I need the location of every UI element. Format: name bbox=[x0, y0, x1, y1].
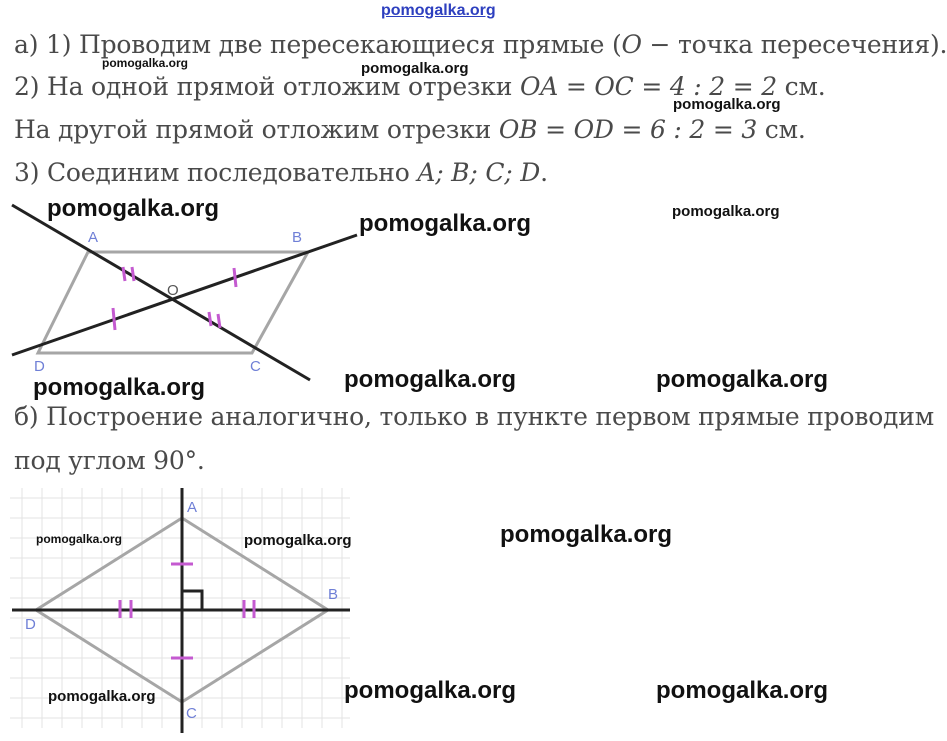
label-d: D bbox=[25, 616, 36, 633]
tick-oc-2 bbox=[218, 314, 220, 328]
label-o: O bbox=[167, 282, 179, 299]
watermark[interactable]: pomogalka.org bbox=[48, 688, 156, 705]
line4-math: A; B; C; D bbox=[417, 158, 541, 187]
line1-prefix: а) 1) Проводим две пересекающиеся прямые ( bbox=[14, 30, 622, 59]
watermark[interactable]: pomogalka.org bbox=[672, 203, 780, 220]
text-line-3 bbox=[14, 115, 806, 144]
text-line-4 bbox=[14, 158, 548, 187]
text-line-6: под углом 90°. bbox=[14, 446, 205, 475]
watermark[interactable]: pomogalka.org bbox=[36, 532, 123, 546]
watermark[interactable]: pomogalka.org bbox=[33, 374, 206, 401]
label-d: D bbox=[34, 358, 45, 375]
watermark[interactable]: pomogalka.org bbox=[656, 677, 829, 704]
line1-suffix: − точка пересечения). bbox=[641, 30, 947, 59]
label-b: B bbox=[292, 229, 303, 246]
watermark[interactable]: pomogalka.org bbox=[500, 521, 673, 548]
label-a: A bbox=[187, 499, 198, 516]
tick-ob bbox=[234, 268, 236, 287]
watermark[interactable]: pomogalka.org bbox=[344, 366, 517, 393]
watermark[interactable]: pomogalka.org bbox=[361, 60, 469, 77]
line3-prefix: На другой прямой отложим отрезки bbox=[14, 115, 499, 144]
text-line-1 bbox=[14, 30, 947, 59]
tick-oc-1 bbox=[209, 312, 211, 326]
line2-math: OA = OC = 4 : 2 = 2 bbox=[520, 72, 777, 101]
label-c: C bbox=[250, 358, 261, 375]
text-line-5: б) Построение аналогично, только в пункте первом прямые проводим bbox=[14, 402, 934, 431]
line3-math: OB = OD = 6 : 2 = 3 bbox=[498, 115, 758, 144]
label-b: B bbox=[328, 586, 339, 603]
tick-od bbox=[113, 308, 115, 330]
line1-var: O bbox=[621, 30, 642, 59]
tick-oa-2 bbox=[132, 267, 134, 281]
line3-suffix: см. bbox=[757, 115, 806, 144]
line4-suffix: . bbox=[540, 158, 548, 187]
watermark[interactable]: pomogalka.org bbox=[656, 366, 829, 393]
label-c: C bbox=[186, 705, 197, 722]
right-angle-mark bbox=[182, 591, 202, 610]
line2-suffix: см. bbox=[776, 72, 826, 101]
figure-parallelogram bbox=[0, 195, 360, 385]
watermark-top[interactable]: pomogalka.org bbox=[381, 2, 496, 19]
watermark[interactable]: pomogalka.org bbox=[102, 56, 189, 70]
label-a: A bbox=[88, 229, 99, 246]
line4-prefix: 3) Соединим последовательно bbox=[14, 158, 418, 187]
tick-oa-1 bbox=[123, 267, 125, 281]
watermark[interactable]: pomogalka.org bbox=[244, 532, 352, 549]
line2-prefix: 2) На одной прямой отложим отрезки bbox=[14, 72, 520, 101]
watermark[interactable]: pomogalka.org bbox=[673, 96, 781, 113]
watermark[interactable]: pomogalka.org bbox=[47, 195, 220, 222]
watermark[interactable]: pomogalka.org bbox=[359, 210, 532, 237]
watermark[interactable]: pomogalka.org bbox=[344, 677, 517, 704]
